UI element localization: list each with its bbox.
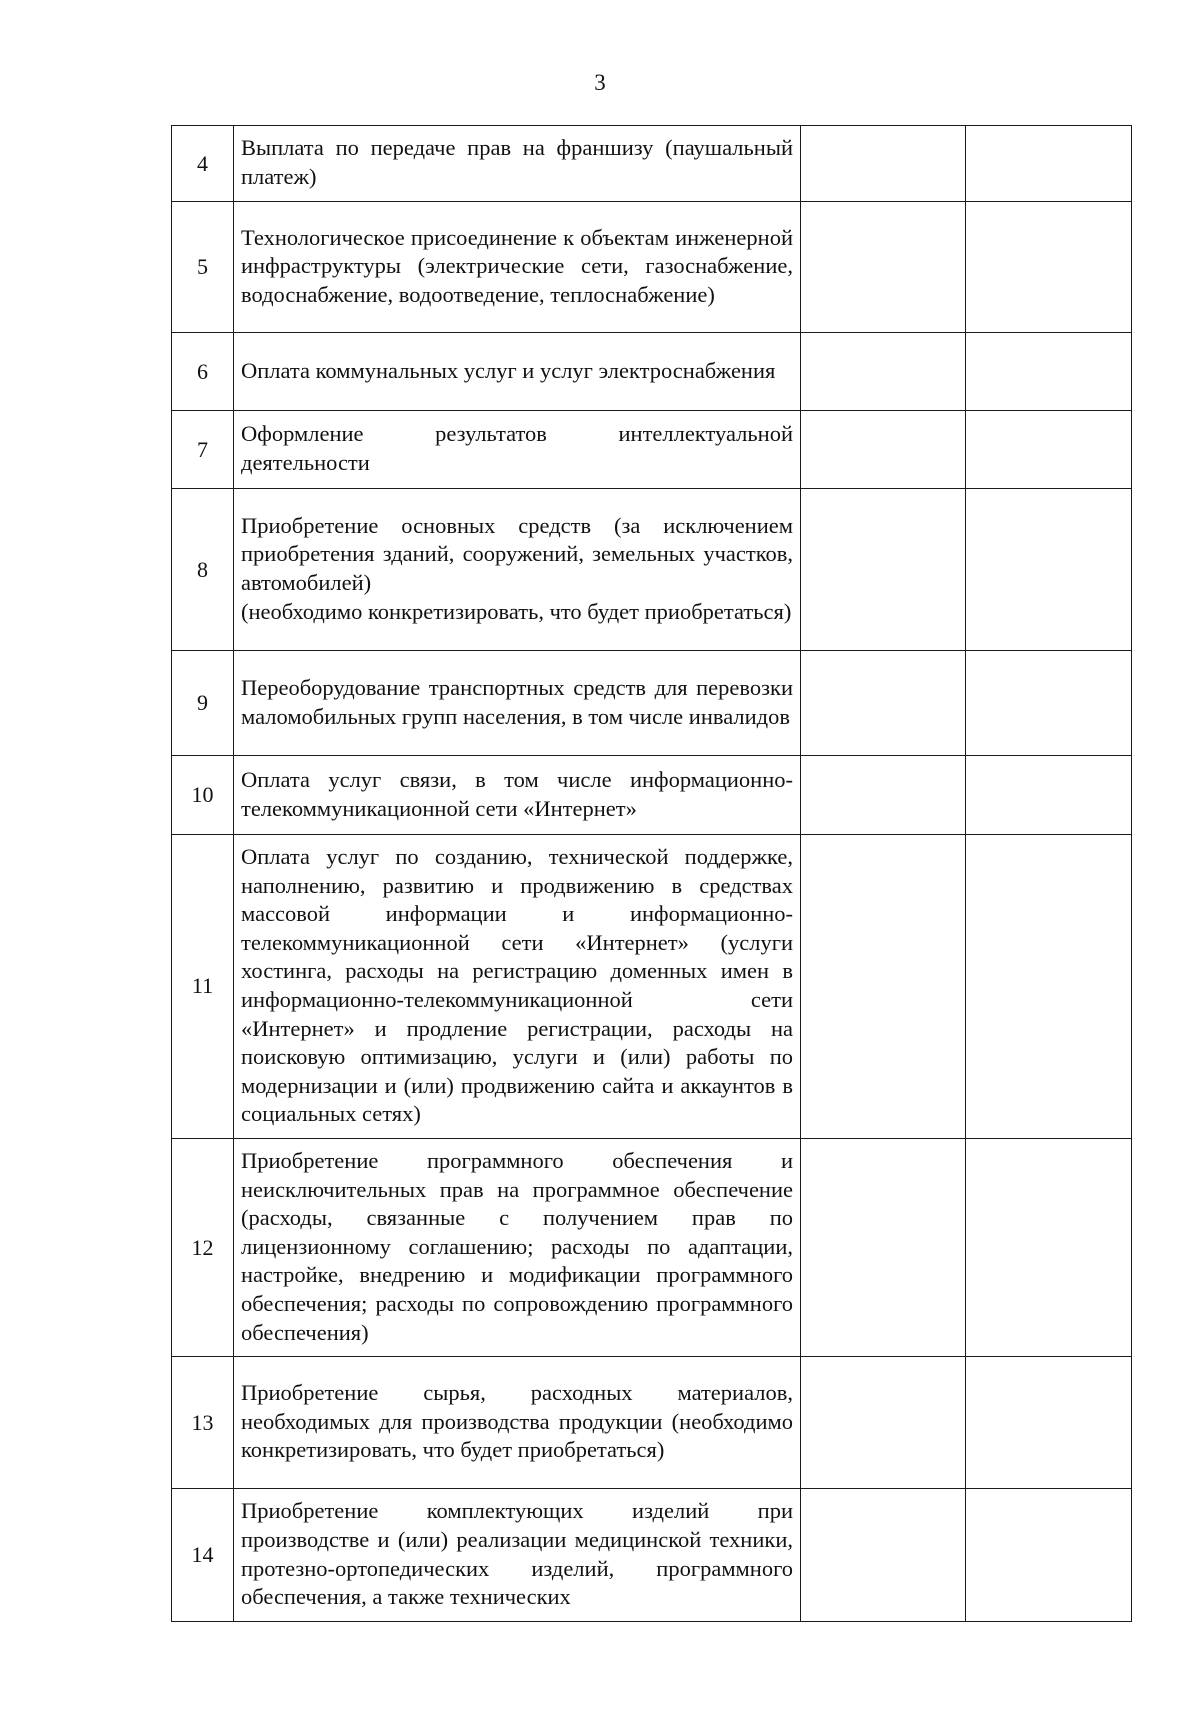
table-row	[172, 1489, 1132, 1622]
expense-table	[171, 125, 1132, 1622]
row-description	[234, 835, 801, 1139]
empty-cell	[801, 651, 966, 756]
row-description	[234, 651, 801, 756]
empty-cell	[801, 202, 966, 333]
row-description	[234, 489, 801, 651]
row-number: 14	[172, 1489, 234, 1622]
row-number: 13	[172, 1357, 234, 1489]
description-paragraph: Приобретение программного обеспечения и неисключительных прав на программное обеспечение (расходы, связанные с получением прав по лицензионному соглашению; расходы по адаптации, настройке, внедрению и модификации программного обеспечения; расходы по сопровождению программного обеспечения)	[241, 1147, 793, 1345]
description-paragraph: Приобретение комплектующих изделий при производстве и (или) реализации медицинской техники, протезно-ортопедических изделий, программного обеспечения, а также технических	[241, 1498, 793, 1610]
description-paragraph: Приобретение основных средств (за исключением приобретения зданий, сооружений, земельных участков, автомобилей)	[241, 512, 793, 595]
page-number: 3	[594, 70, 606, 95]
empty-cell	[966, 126, 1132, 202]
description-paragraph: Оплата услуг по созданию, технической поддержке, наполнению, развитию и продвижению в средствах массовой информации и информационно-телекоммуникационной сети «Интернет» (услуги хостинга, расходы на регистрацию доменных имен в информационно-телекоммуникационной сети «Интернет» и продление регистрации, расходы на поисковую оптимизацию, услуги и (или) работы по модернизации и (или) продвижению сайта и аккаунтов в социальных сетях)	[241, 844, 793, 1127]
empty-cell	[966, 489, 1132, 651]
empty-cell	[801, 756, 966, 835]
table-row	[172, 411, 1132, 489]
empty-cell	[966, 835, 1132, 1139]
table-row	[172, 651, 1132, 756]
empty-cell	[801, 1489, 966, 1622]
empty-cell	[801, 411, 966, 489]
table-row	[172, 202, 1132, 333]
empty-cell	[966, 1138, 1132, 1356]
empty-cell	[801, 1138, 966, 1356]
empty-cell	[966, 756, 1132, 835]
row-number: 9	[172, 651, 234, 756]
empty-cell	[801, 1357, 966, 1489]
description-paragraph: Оплата коммунальных услуг и услуг электроснабжения	[241, 357, 776, 383]
empty-cell	[801, 126, 966, 202]
description-note: (необходимо конкретизировать, что будет приобретаться)	[241, 598, 792, 624]
empty-cell	[801, 835, 966, 1139]
row-description	[234, 126, 801, 202]
row-number: 5	[172, 202, 234, 333]
row-number: 10	[172, 756, 234, 835]
empty-cell	[966, 333, 1132, 411]
table-row	[172, 1357, 1132, 1489]
table-row	[172, 835, 1132, 1139]
row-description	[234, 1489, 801, 1622]
description-paragraph: Переоборудование транспортных средств для перевозки маломобильных групп населения, в том числе инвалидов	[241, 674, 793, 729]
table-row	[172, 126, 1132, 202]
row-description	[234, 333, 801, 411]
row-number: 4	[172, 126, 234, 202]
empty-cell	[966, 1489, 1132, 1622]
empty-cell	[801, 333, 966, 411]
empty-cell	[966, 1357, 1132, 1489]
empty-cell	[966, 411, 1132, 489]
row-number: 12	[172, 1138, 234, 1356]
description-paragraph: Выплата по передаче прав на франшизу (паушальный платеж)	[241, 135, 793, 189]
description-paragraph: Технологическое присоединение к объектам инженерной инфраструктуры (электрические сети, газоснабжение, водоснабжение, водоотведение, теплоснабжение)	[241, 224, 793, 307]
row-description	[234, 1357, 801, 1489]
description-paragraph: Оплата услуг связи, в том числе информационно-телекоммуникационной сети «Интернет»	[241, 766, 793, 821]
table-row	[172, 756, 1132, 835]
row-number: 6	[172, 333, 234, 411]
empty-cell	[966, 651, 1132, 756]
description-paragraph: Оформление результатов интеллектуальной деятельности	[241, 421, 793, 475]
row-description	[234, 1138, 801, 1356]
empty-cell	[801, 489, 966, 651]
empty-cell	[966, 202, 1132, 333]
row-description	[234, 756, 801, 835]
row-number: 11	[172, 835, 234, 1139]
description-paragraph: Приобретение сырья, расходных материалов, необходимых для производства продукции (необходимо конкретизировать, что будет приобретаться)	[241, 1380, 793, 1463]
table-row	[172, 333, 1132, 411]
row-number: 8	[172, 489, 234, 651]
row-number: 7	[172, 411, 234, 489]
row-description	[234, 202, 801, 333]
table-row	[172, 1138, 1132, 1356]
row-description	[234, 411, 801, 489]
table-row	[172, 489, 1132, 651]
